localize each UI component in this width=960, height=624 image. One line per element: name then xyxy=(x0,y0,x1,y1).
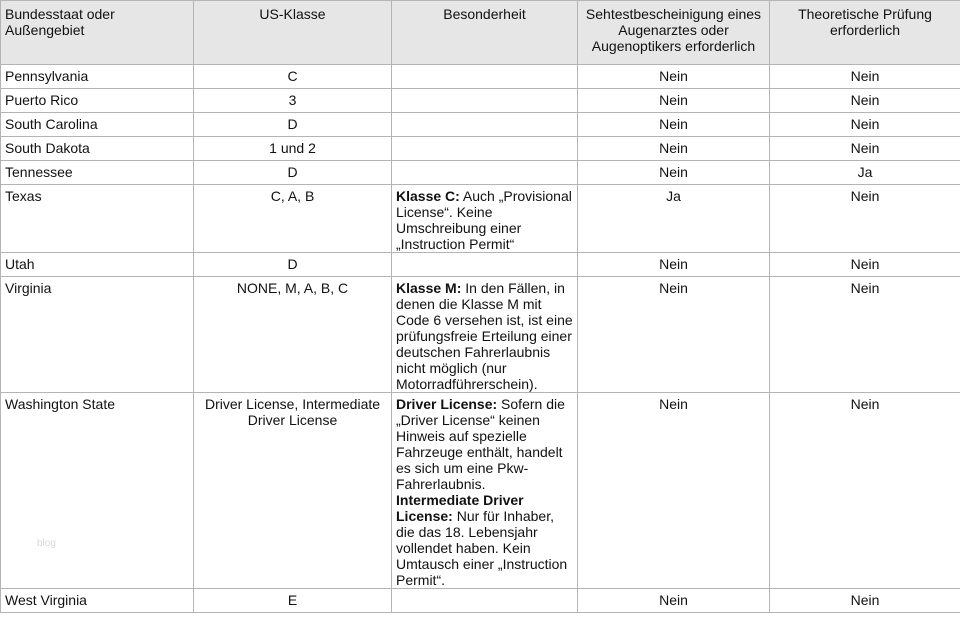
note-cell xyxy=(392,113,578,137)
note-cell xyxy=(392,161,578,185)
note-cell xyxy=(392,65,578,89)
note-label: Intermediate Driver License: xyxy=(396,492,524,524)
note-cell xyxy=(392,277,578,393)
state-cell: Puerto Rico xyxy=(1,89,194,113)
table-row xyxy=(1,277,960,393)
theory-test-cell: Nein xyxy=(770,589,960,613)
us-class-cell: Driver License, Intermediate Driver License xyxy=(194,393,392,589)
table-body xyxy=(1,65,960,613)
note-cell xyxy=(392,393,578,589)
state-cell: Pennsylvania xyxy=(1,65,194,89)
state-cell xyxy=(1,393,194,589)
state-cell: Tennessee xyxy=(1,161,194,185)
theory-test-cell: Nein xyxy=(770,89,960,113)
table-row xyxy=(1,89,960,113)
state-cell: South Dakota xyxy=(1,137,194,161)
theory-test-cell: Nein xyxy=(770,253,960,277)
us-class-cell: D xyxy=(194,113,392,137)
table-row xyxy=(1,137,960,161)
table-row xyxy=(1,589,960,613)
header-state: Bundesstaat oder Außengebiet xyxy=(1,1,194,65)
header-us-class: US-Klasse xyxy=(194,1,392,65)
table-row xyxy=(1,253,960,277)
table-row xyxy=(1,185,960,253)
state-label: Washington State xyxy=(5,396,115,412)
us-class-cell: 3 xyxy=(194,89,392,113)
us-class-cell: E xyxy=(194,589,392,613)
state-cell: West Virginia xyxy=(1,589,194,613)
note-text: Auch „Provisional License“. Keine Umschreibung einer „Instruction Permit“ xyxy=(396,188,572,252)
theory-test-cell: Nein xyxy=(770,277,960,393)
table-row xyxy=(1,161,960,185)
us-class-cell: D xyxy=(194,161,392,185)
note-label: Driver License: xyxy=(396,396,498,412)
vision-test-cell: Nein xyxy=(578,277,770,393)
theory-test-cell: Ja xyxy=(770,161,960,185)
note-label: Klasse M: xyxy=(396,280,462,296)
us-class-cell: D xyxy=(194,253,392,277)
note-cell xyxy=(392,589,578,613)
note-text: Sofern die „Driver License“ keinen Hinweis auf spezielle Fahrzeuge enthält, handelt es sich um eine Pkw-Fahrerlaubnis. xyxy=(396,396,565,492)
theory-test-cell: Nein xyxy=(770,113,960,137)
table-row xyxy=(1,113,960,137)
table-row xyxy=(1,393,960,589)
theory-test-cell: Nein xyxy=(770,137,960,161)
vision-test-cell: Nein xyxy=(578,589,770,613)
vision-test-cell: Nein xyxy=(578,89,770,113)
us-class-cell: C, A, B xyxy=(194,185,392,253)
watermark: blog xyxy=(37,538,56,549)
vision-test-cell: Nein xyxy=(578,253,770,277)
state-cell: Virginia xyxy=(1,277,194,393)
vision-test-cell: Nein xyxy=(578,65,770,89)
header-row xyxy=(1,1,960,65)
note-cell xyxy=(392,185,578,253)
us-class-cell: 1 und 2 xyxy=(194,137,392,161)
theory-test-cell: Nein xyxy=(770,393,960,589)
state-cell: South Carolina xyxy=(1,113,194,137)
vision-test-cell: Nein xyxy=(578,393,770,589)
table-row xyxy=(1,65,960,89)
note-cell xyxy=(392,137,578,161)
state-cell: Utah xyxy=(1,253,194,277)
note-cell xyxy=(392,89,578,113)
vision-test-cell: Nein xyxy=(578,113,770,137)
note-cell xyxy=(392,253,578,277)
header-vision-test: Sehtestbescheinigung eines Augenarztes oder Augenoptikers erforderlich xyxy=(578,1,770,65)
note-text: Nur für Inhaber, die das 18. Lebensjahr vollendet haben. Kein Umtausch einer „Instruction Permit“. xyxy=(396,508,568,588)
note-label: Klasse C: xyxy=(396,188,460,204)
table-header xyxy=(1,1,960,65)
state-cell: Texas xyxy=(1,185,194,253)
theory-test-cell: Nein xyxy=(770,65,960,89)
theory-test-cell: Nein xyxy=(770,185,960,253)
header-theory-test: Theoretische Prüfung erforderlich xyxy=(770,1,960,65)
us-class-cell: C xyxy=(194,65,392,89)
vision-test-cell: Nein xyxy=(578,137,770,161)
vision-test-cell: Nein xyxy=(578,161,770,185)
header-note: Besonderheit xyxy=(392,1,578,65)
us-class-cell: NONE, M, A, B, C xyxy=(194,277,392,393)
vision-test-cell: Ja xyxy=(578,185,770,253)
note-text: In den Fällen, in denen die Klasse M mit Code 6 versehen ist, ist eine prüfungsfreie Erteilung einer deutschen Fahrerlaubnis nicht möglich (nur Motorradführerschein). xyxy=(396,280,573,392)
